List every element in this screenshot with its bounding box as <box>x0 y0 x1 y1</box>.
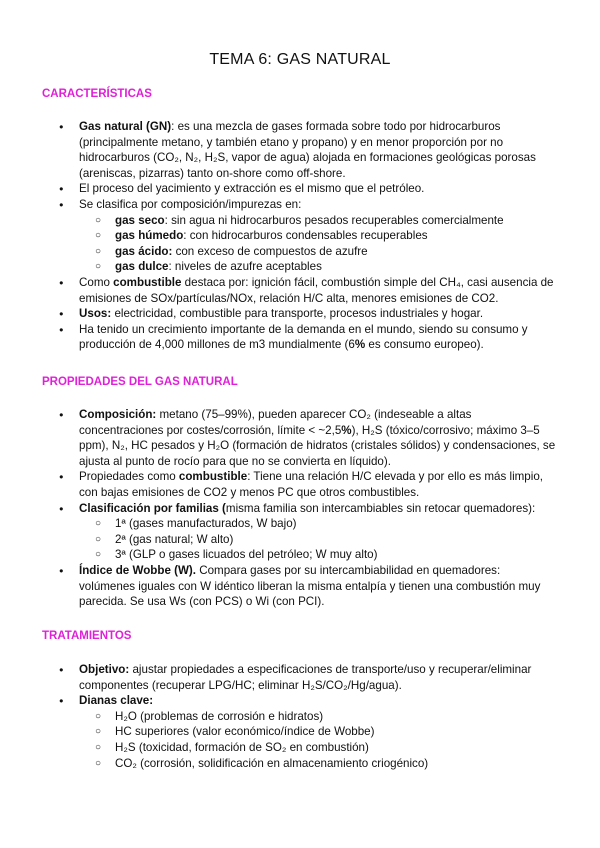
list-item <box>79 469 557 500</box>
item-text: Propiedades como <box>79 470 179 484</box>
bold-term: Clasificación por familias ( <box>79 501 226 515</box>
list-item <box>79 563 557 610</box>
section-heading-tratamientos: TRATAMIENTOS <box>42 630 132 642</box>
sub-list <box>115 709 557 771</box>
bold-term: gas dulce <box>115 260 169 274</box>
bold-term: gas seco <box>115 213 165 227</box>
item-text: con exceso de compuestos de azufre <box>172 244 368 258</box>
bold-term: Dianas clave: <box>79 694 154 708</box>
item-text: : sin agua ni hidrocarburos pesados recuperables comercialmente <box>164 213 504 227</box>
item-text: Se clasifica por composición/impurezas en: <box>79 197 302 211</box>
sub-list-item: ○ CO₂ (corrosión, solidificación en almacenamiento criogénico) <box>115 756 557 772</box>
page-title: TEMA 6: GAS NATURAL <box>209 51 391 68</box>
bold-term: Usos: <box>79 307 112 321</box>
bold-term: Gas natural (GN) <box>79 120 172 133</box>
item-text: Ha tenido un crecimiento importante de la demanda en el mundo, siendo su consumo y producción de 4,000 millones de m3 mundialmente (6 <box>79 322 528 352</box>
list-item <box>79 181 557 197</box>
bold-term: gas ácido: <box>115 244 173 258</box>
item-text: es consumo europeo). <box>365 338 484 352</box>
item-text: misma familia son intercambiables sin retocar quemadores): <box>225 501 536 515</box>
list-item <box>79 119 557 181</box>
list-item <box>79 197 557 275</box>
sub-list-item <box>115 244 557 260</box>
section-heading-caracteristicas: CARACTERÍSTICAS <box>42 88 152 100</box>
item-text: El proceso del yacimiento y extracción es el mismo que el petróleo. <box>79 182 425 196</box>
bold-term: % <box>341 423 352 437</box>
item-text: metano (75–99%), pueden aparecer CO₂ (indeseable a altas concentraciones por costes/corrosión, límite < ~2,5 <box>79 408 472 437</box>
list-item <box>79 407 557 469</box>
item-text: : con hidrocarburos condensables recuperables <box>183 229 428 243</box>
bold-term: % <box>354 338 366 352</box>
list-item <box>79 275 557 306</box>
item-text: ), H₂S (tóxico/corrosivo; máximo 3–5 ppm), N₂, HC pesados y H₂O (formación de hidratos (cristales sólidos) y condensaciones, se ajusta al punto de rocío para que no se convierta en líquido). <box>79 423 556 468</box>
sub-list-item <box>115 213 557 229</box>
list-item <box>79 501 557 563</box>
list-item <box>79 693 557 771</box>
tratamientos-list <box>79 662 557 771</box>
list-item <box>79 662 557 693</box>
bold-term: combustible <box>113 275 182 289</box>
sub-list-item: ○ 2ª (gas natural; W alto) <box>115 532 557 548</box>
item-text: : es una mezcla de gases formada sobre todo por hidrocarburos (principalmente metano, y también etano y propano) y en menor proporción por no hidrocarburos (CO₂, N₂, H₂S, vapor de agua) alojada en formaciones geológicas porosas (areniscas, pizarras) tanto on-shore como off-shore. <box>79 120 536 180</box>
sub-list <box>115 213 557 275</box>
sub-list-item: ○ 3ª (GLP o gases licuados del petróleo; W muy alto) <box>115 547 557 563</box>
item-text: Compara gases por su intercambiabilidad en quemadores: volúmenes iguales con W idéntico liberan la misma entalpía y tienen una combustión muy parecida. Se usa Ws (con PCS) o Wi (con PCI). <box>79 563 541 609</box>
sub-list-item: ○ HC superiores (valor económico/índice de Wobbe) <box>115 724 557 740</box>
bold-term: combustible <box>178 470 248 484</box>
sub-list <box>115 516 557 563</box>
bold-term: Índice de Wobbe (W). <box>79 563 197 577</box>
bold-term: Objetivo: <box>79 663 130 676</box>
item-text: electricidad, combustible para transporte, procesos industriales y hogar. <box>111 307 484 321</box>
item-text: destaca por: ignición fácil, combustión simple del CH₄, casi ausencia de emisiones de SOx/partículas/NOx, relación H/C alta, menores emisiones de CO2. <box>79 275 554 305</box>
propiedades-list <box>79 407 557 610</box>
sub-list-item: ○ H₂O (problemas de corrosión e hidratos) <box>115 709 557 725</box>
section-heading-propiedades: PROPIEDADES DEL GAS NATURAL <box>42 376 238 388</box>
item-text: : Tiene una relación H/C elevada y por ello es más limpio, con bajas emisiones de CO2 y menos PC que otros combustibles. <box>79 470 543 499</box>
bold-term: gas húmedo <box>115 229 184 243</box>
list-item <box>79 322 557 353</box>
bold-term: Composición: <box>79 408 157 421</box>
caracteristicas-list <box>79 119 557 353</box>
item-text: ajustar propiedades a especificaciones de transporte/uso y recuperar/eliminar componentes (recuperar LPG/HC; eliminar H₂S/CO₂/Hg/agua). <box>79 663 532 692</box>
item-text: : niveles de azufre aceptables <box>168 260 322 274</box>
sub-list-item: ○ H₂S (toxicidad, formación de SO₂ en combustión) <box>115 740 557 756</box>
sub-list-item <box>115 259 557 275</box>
item-text: Como <box>79 275 114 289</box>
sub-list-item: ○ 1ª (gases manufacturados, W bajo) <box>115 516 557 532</box>
sub-list-item <box>115 228 557 244</box>
list-item <box>79 306 557 322</box>
